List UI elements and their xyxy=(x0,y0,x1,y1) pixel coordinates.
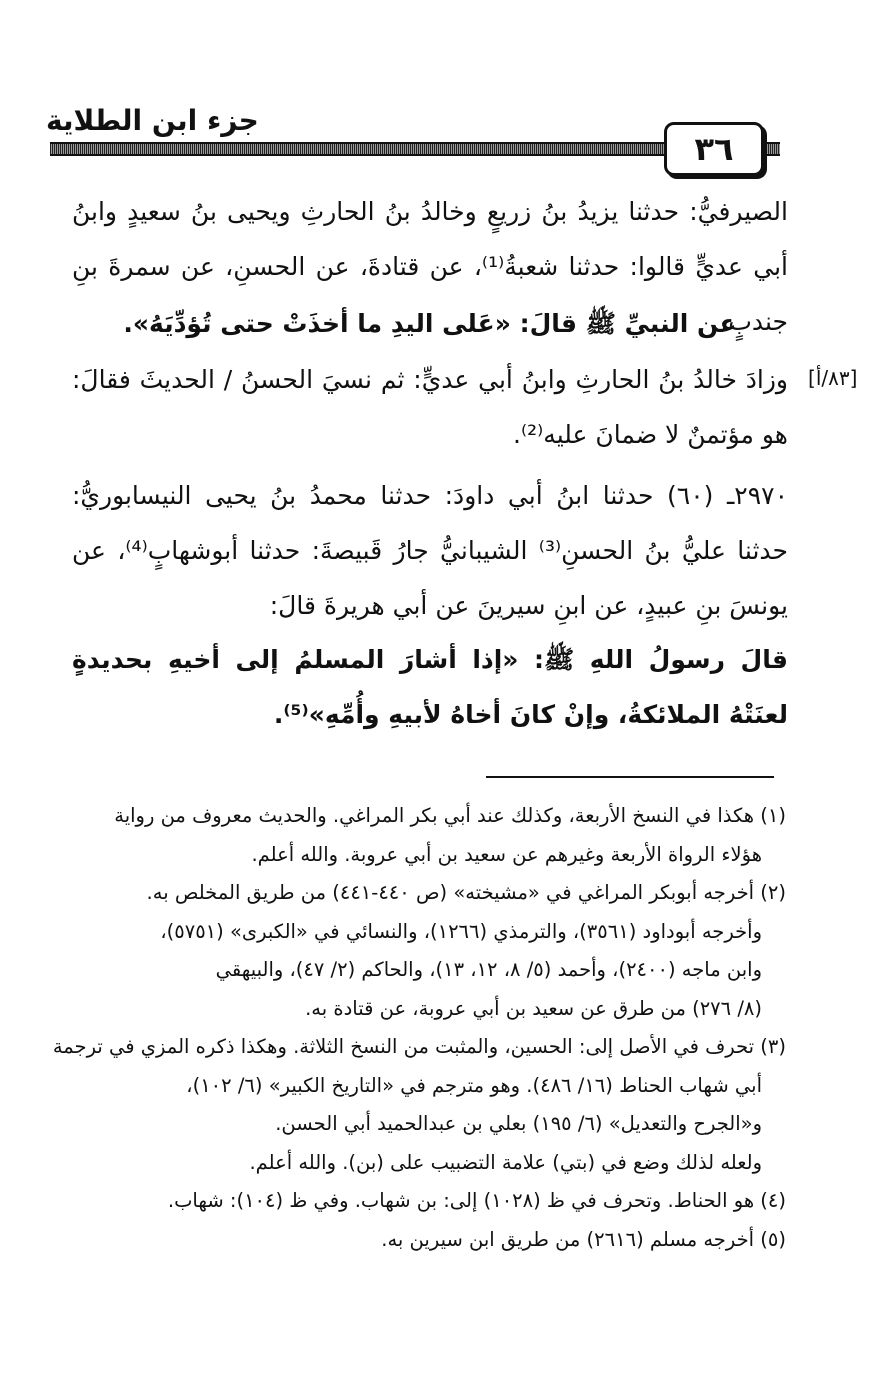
footnote-line: ولعله لذلك وضع في (بتي) علامة التضبيب على (بن). والله أعلم. xyxy=(249,1150,762,1174)
paragraph-hadith-1: عن النبيِّ ﷺ قالَ: «عَلى اليدِ ما أخذَتْ حتى تُؤدِّيَهُ». xyxy=(123,309,737,338)
footnote-4 xyxy=(64,1182,786,1221)
book-title: جزء ابن الطلاية xyxy=(46,104,259,137)
footnote-line: (٢) أخرجه أبوبكر المراغي في «مشيخته» (ص ٤٤٠-٤٤١) من طريق المخلص به. xyxy=(146,881,786,904)
footnote-line: (١) هكذا في النسخ الأربعة، وكذلك عند أبي بكر المراغي. والحديث معروف من رواية xyxy=(114,804,786,827)
page-number: ٣٦ xyxy=(664,122,764,176)
footnote-line: هؤلاء الرواة الأربعة وغيرهم عن سعيد بن أبي عروبة. والله أعلم. xyxy=(251,842,762,866)
paragraph-hadith-2: قالَ رسولُ اللهِ ﷺ: «إذا أشارَ المسلمُ إلى أخيهِ بحديدةٍ لعنَتْهُ الملائكةُ، وإنْ كانَ أخاهُ لأبيهِ وأُمِّهِ»⁽⁵⁾. xyxy=(72,645,788,729)
footnote-separator xyxy=(486,776,774,778)
footnote-line: (٤) هو الحناط. وتحرف في ظ (١٠٢٨) إلى: بن شهاب. وفي ظ (١٠٤): شهاب. xyxy=(167,1189,786,1212)
footnote-line: وابن ماجه (٢٤٠٠)، وأحمد (٥/ ٨، ١٢، ١٣)، والحاكم (٢/ ٤٧)، والبيهقي xyxy=(215,958,762,981)
footnote-5 xyxy=(64,1221,786,1260)
manuscript-folio-reference: [٨٣/أ] xyxy=(808,366,858,390)
paragraph-isnad-1: الصيرفيُّ: حدثنا يزيدُ بنُ زريعٍ وخالدُ بنُ الحارثِ ويحيى بنُ سعيدٍ وابنُ أبي عديٍّ قالوا: حدثنا شعبةُ⁽¹⁾، عن قتادةَ، عن الحسنِ، عن سمرةَ بنِ جندبٍ، xyxy=(72,197,788,336)
paragraph-isnad-2970: ٢٩٧٠ـ (٦٠) حدثنا ابنُ أبي داودَ: حدثنا محمدُ بنُ يحيى النيسابوريُّ: حدثنا عليُّ بنُ الحسنِ⁽³⁾ الشيبانيُّ جارُ قَبيصةَ: حدثنا أبوشهابٍ⁽⁴⁾، عن يونسَ بنِ عبيدٍ، عن ابنِ سيرينَ عن أبي هريرةَ قالَ: xyxy=(72,481,788,620)
footnote-3 xyxy=(52,1028,786,1182)
footnote-line: أبي شهاب الحناط (١٦/ ٤٨٦). وهو مترجم في «التاريخ الكبير» (٦/ ١٠٢)، xyxy=(186,1073,762,1097)
footnote-line: (٣) تحرف في الأصل إلى: الحسين، والمثبت من النسخ الثلاثة. وهكذا ذكره المزي في ترجمة xyxy=(52,1035,786,1058)
footnote-line: (٥) أخرجه مسلم (٢٦١٦) من طريق ابن سيرين به. xyxy=(381,1227,786,1251)
footnotes xyxy=(52,797,786,1259)
footnote-line: (٨/ ٢٧٦) من طرق عن سعيد بن أبي عروبة، عن قتادة به. xyxy=(305,996,762,1020)
footnote-line: وأخرجه أبوداود (٣٥٦١)، والترمذي (١٢٦٦)، والنسائي في «الكبرى» (٥٧٥١)، xyxy=(160,919,762,943)
footnote-line: و«الجرح والتعديل» (٦/ ١٩٥) بعلي بن عبدالحميد أبي الحسن. xyxy=(275,1112,762,1135)
footnote-2 xyxy=(64,874,786,1028)
footnote-1 xyxy=(64,797,786,874)
paragraph-addition: وزادَ خالدُ بنُ الحارثِ وابنُ أبي عديٍّ: ثم نسيَ الحسنُ / الحديثَ فقالَ: هو مؤتمنٌ لا ضمانَ عليه⁽²⁾. xyxy=(72,365,788,449)
